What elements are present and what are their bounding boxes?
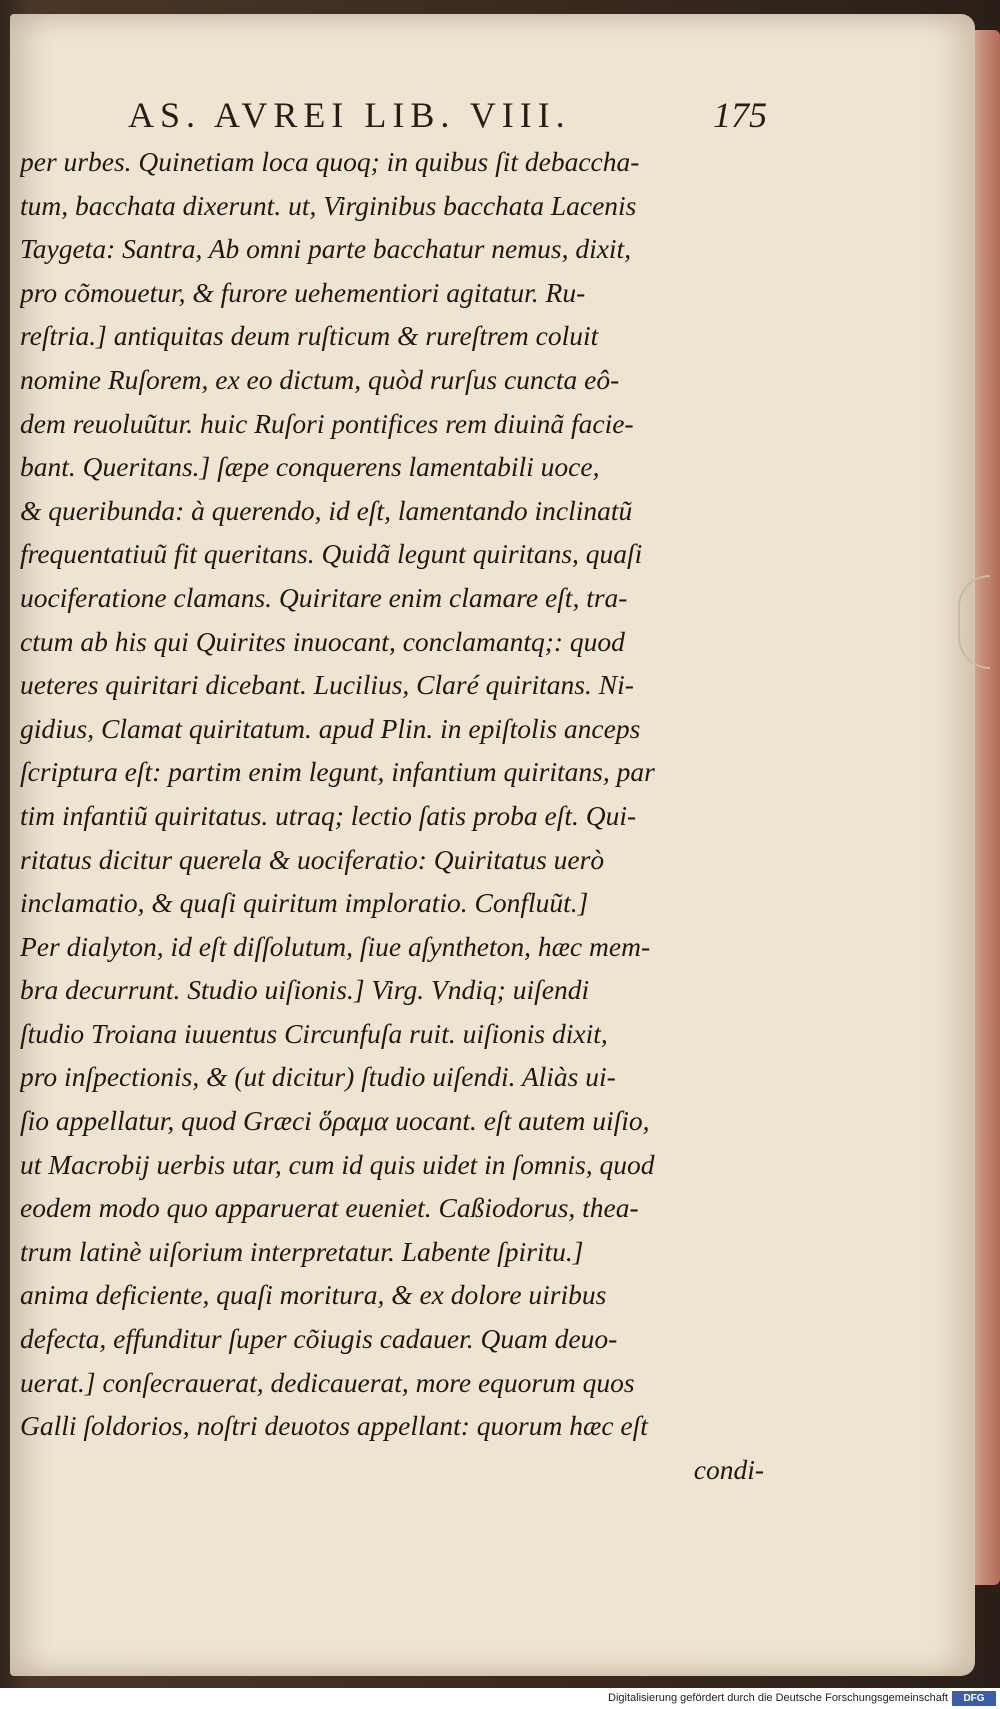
text-line: ritatus dicitur querela & uociferatio: Quiritatus uerò	[20, 843, 605, 875]
text-line: gidius, Clamat quiritatum. apud Plin. in epiſtolis anceps	[20, 712, 641, 744]
text-line: per urbes. Quinetiam loca quoq; in quibus ſit debaccha-	[20, 146, 640, 177]
text-line: reſtria.] antiquitas deum ruſticum & rureſtrem coluit	[20, 320, 599, 352]
text-line: pro cõmouetur, & furore uehementiori agitatur. Ru-	[20, 276, 586, 308]
text-line: eodem modo quo apparuerat eueniet. Caßiodorus, thea-	[20, 1192, 639, 1224]
text-line: & queribunda: à querendo, id eſt, lamentando inclinatũ	[20, 494, 633, 526]
text-line: uerat.] conſecrauerat, dedicauerat, more equorum quos	[20, 1366, 635, 1398]
text-line: Galli ſoldorios, noſtri deuotos appellant: quorum hæc eſt	[20, 1410, 648, 1442]
funding-credit: Digitalisierung gefördert durch die Deutsche Forschungsgemeinschaft	[608, 1692, 948, 1704]
text-line: tim infantiũ quiritatus. utraq; lectio ſatis proba eſt. Qui-	[20, 799, 637, 831]
digitization-footer	[0, 1688, 1000, 1709]
text-line: ut Macrobij uerbis utar, cum id quis uidet in ſomnis, quod	[20, 1148, 655, 1180]
running-header	[128, 94, 768, 138]
text-line: tum, bacchata dixerunt. ut, Virginibus bacchata Lacenis	[20, 189, 637, 221]
text-line: ctum ab his qui Quirites inuocant, conclamantq;: quod	[20, 625, 625, 657]
text-line: dem reuoluũtur. huic Ruſori pontifices rem diuinã facie-	[20, 407, 634, 439]
text-line: defecta, effunditur ſuper cõiugis cadauer. Quam deuo-	[20, 1323, 618, 1355]
text-line: anima deficiente, quaſi moritura, & ex dolore uiribus	[20, 1279, 607, 1311]
dfg-logo: DFG	[952, 1691, 996, 1706]
text-line: ſcriptura eſt: partim enim legunt, infantium quiritans, par	[20, 756, 655, 788]
text-line: frequentatiuũ fit queritans. Quidã legunt quiritans, quaſi	[20, 538, 643, 570]
text-line: Taygeta: Santra, Ab omni parte bacchatur nemus, dixit,	[20, 233, 632, 265]
text-line: trum latinè uiſorium interpretatur. Labente ſpiritu.]	[20, 1235, 584, 1267]
text-line: bra decurrunt. Studio uiſionis.] Virg. Vndiq; uiſendi	[20, 974, 590, 1006]
text-line: Per dialyton, id eſt diſſolutum, ſiue aſyntheton, hæc mem-	[20, 930, 651, 962]
catchword: condi-	[693, 1453, 764, 1485]
text-line: uociferatione clamans. Quiritare enim clamare eſt, tra-	[20, 581, 628, 613]
text-line: ueteres quiritari dicebant. Lucilius, Claré quiritans. Ni-	[20, 669, 634, 701]
text-line: inclamatio, & quaſi quiritum imploratio. Confluũt.]	[20, 887, 589, 919]
text-line: pro inſpectionis, & (ut dicitur) ſtudio uiſendi. Aliàs ui-	[20, 1061, 616, 1093]
body-text	[20, 140, 772, 1491]
text-line: ſtudio Troiana iuuentus Circunfuſa ruit. uiſionis dixit,	[20, 1017, 608, 1049]
running-title: AS. AVREI LIB. VIII.	[128, 95, 571, 135]
text-line: bant. Queritans.] ſæpe conquerens lamentabili uoce,	[20, 451, 600, 483]
page-number: 175	[713, 95, 767, 135]
text-line: ſio appellatur, quod Græci ὅραμα uocant. eſt autem uiſio,	[20, 1105, 650, 1137]
clasp-impression	[958, 575, 990, 669]
text-line: nomine Ruſorem, ex eo dictum, quòd rurſus cuncta eô-	[20, 363, 620, 395]
